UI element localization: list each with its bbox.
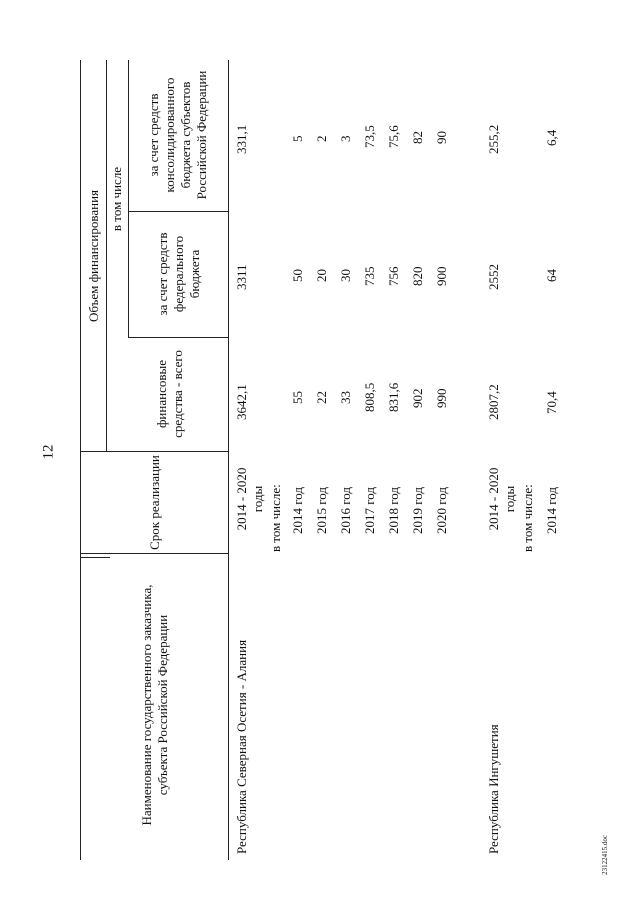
header-total: финансовые средства - всего: [154, 350, 185, 438]
total-cell: 808,5: [362, 382, 377, 412]
period-cell: 2020 год: [434, 487, 449, 534]
federal-cell: 50: [290, 269, 305, 282]
regional-cell: 73,5: [362, 125, 377, 148]
page-number: 12: [40, 444, 57, 460]
period-cell: в том числе:: [520, 484, 535, 552]
period-cell: 2018 год: [386, 487, 401, 534]
federal-cell: 2552: [486, 264, 501, 290]
period-cell: 2016 год: [338, 487, 353, 534]
header-divider-name: [80, 557, 110, 558]
total-cell: 2807,2: [486, 384, 501, 420]
table-top-border: [80, 60, 81, 860]
federal-cell: 735: [362, 266, 377, 286]
period-cell: в том числе:: [268, 484, 283, 552]
header-funding-group: Объем финансирования: [86, 189, 101, 323]
rotated-table-area: [80, 60, 600, 860]
total-cell: 55: [290, 391, 305, 404]
including-line: [128, 60, 129, 338]
federal-cell: 30: [338, 269, 353, 282]
regional-cell: 75,6: [386, 125, 401, 148]
col-sep-name-period: [80, 553, 228, 554]
section-name: Республика Северная Осетия - Алания: [234, 639, 249, 854]
total-cell: 990: [434, 388, 449, 408]
regional-cell: 331,1: [234, 124, 249, 154]
federal-cell: 20: [314, 269, 329, 282]
period-cell: 2014 год: [290, 487, 305, 534]
period-cell: 2017 год: [362, 487, 377, 534]
regional-cell: 2: [314, 135, 329, 142]
period-cell: 2015 год: [314, 487, 329, 534]
funding-group-line: [106, 60, 107, 452]
total-cell: 33: [338, 391, 353, 404]
total-cell: 831,6: [386, 382, 401, 412]
period-cell: 2014 год: [544, 487, 559, 534]
header-period: Срок реализации: [147, 455, 162, 550]
period-cell: 2014 - 2020 годы: [234, 467, 265, 531]
regional-cell: 5: [290, 135, 305, 142]
federal-cell: 756: [386, 266, 401, 286]
total-cell: 3642,1: [234, 384, 249, 420]
regional-cell: 6,4: [544, 129, 559, 146]
header-name: Наименование государственного заказчика, субъекта Российской Федерации: [139, 584, 170, 826]
table-canvas: [80, 60, 600, 860]
header-regional: за счет средств консолидированного бюджета субъектов Российской Федерации: [146, 70, 209, 200]
federal-cell: 64: [544, 269, 559, 282]
total-cell: 902: [410, 388, 425, 408]
regional-cell: 90: [434, 131, 449, 144]
header-federal: за счет средств федерального бюджета: [155, 232, 202, 316]
footer-filename: 23122415.doc: [601, 835, 609, 875]
total-cell: 22: [314, 391, 329, 404]
header-bottom-border: [228, 60, 229, 860]
col-sep-total-federal: [128, 337, 228, 338]
federal-cell: 820: [410, 266, 425, 286]
col-sep-federal-regional: [128, 211, 228, 212]
col-sep-period-total: [80, 451, 228, 452]
federal-cell: 900: [434, 266, 449, 286]
header-including: в том числе: [109, 166, 124, 232]
regional-cell: 3: [338, 135, 353, 142]
federal-cell: 3311: [234, 264, 249, 290]
period-cell: 2014 - 2020 годы: [486, 467, 517, 531]
section-name: Республика Ингушетия: [486, 724, 501, 854]
regional-cell: 255,2: [486, 124, 501, 154]
total-cell: 70,4: [544, 391, 559, 414]
regional-cell: 82: [410, 131, 425, 144]
period-cell: 2019 год: [410, 487, 425, 534]
